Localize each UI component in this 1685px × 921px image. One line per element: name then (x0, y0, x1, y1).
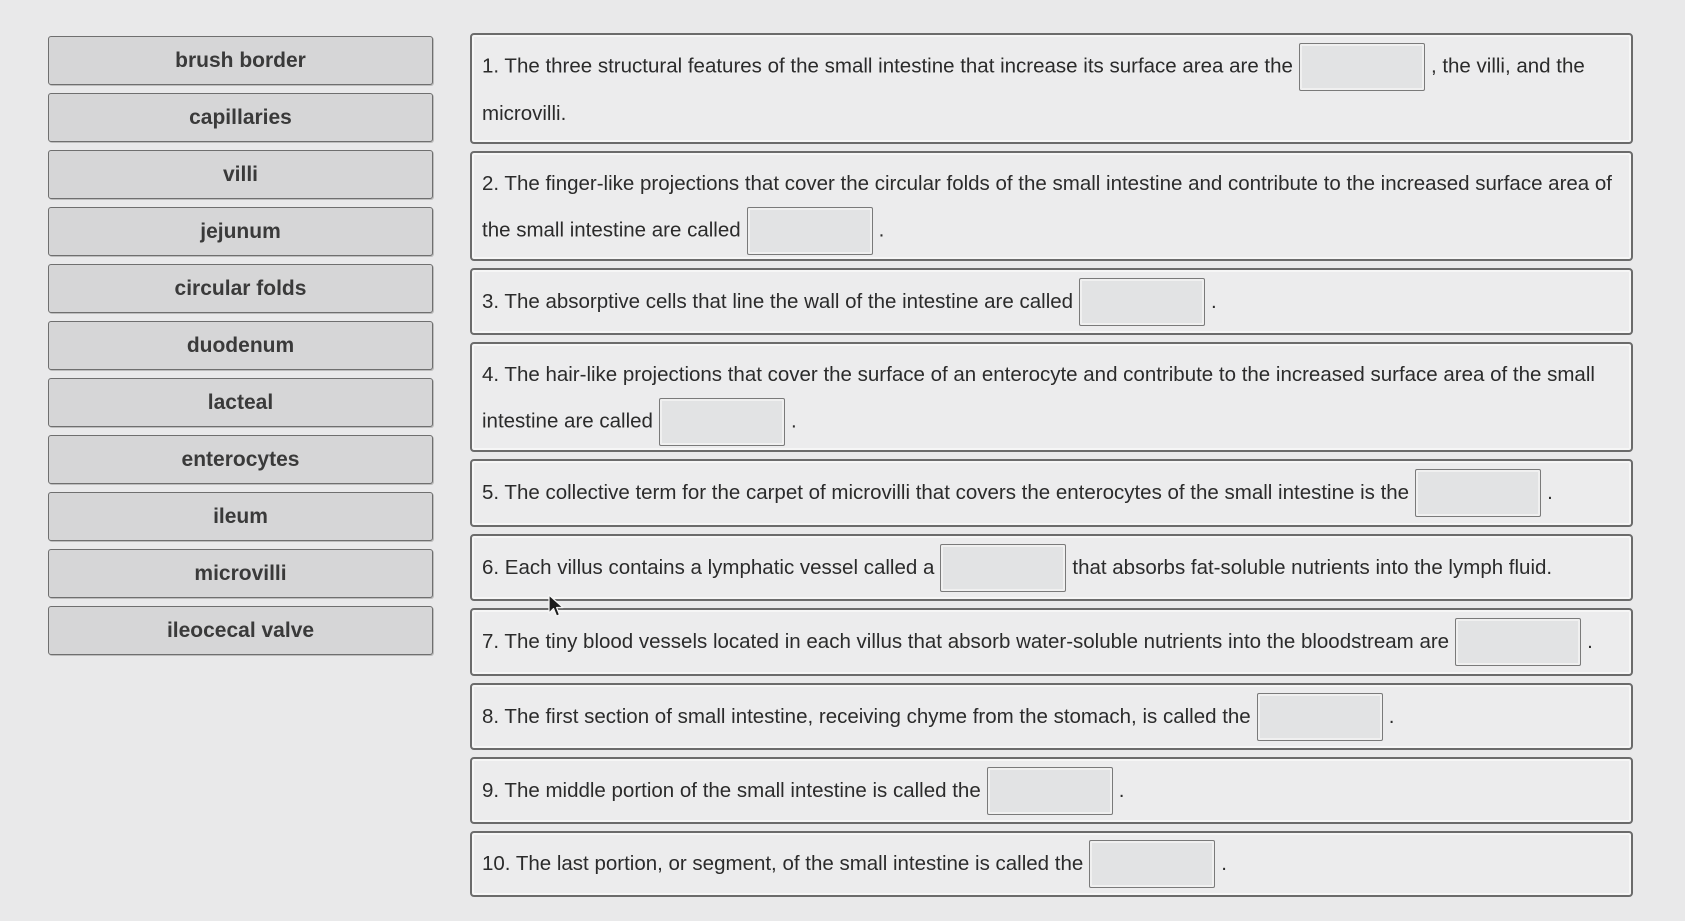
question-text: . (1211, 289, 1217, 313)
question-text: 6. Each villus contains a lymphatic vessel called a (482, 555, 935, 579)
word-tile-villi[interactable]: villi (48, 150, 433, 199)
question-8 (470, 683, 1633, 750)
question-text: . (878, 218, 885, 242)
question-text: 3. The absorptive cells that line the wall of the intestine are called (482, 289, 1074, 313)
question-1 (470, 33, 1633, 144)
word-tile-circular-folds[interactable]: circular folds (48, 264, 433, 313)
question-text: . (790, 409, 797, 433)
question-text: 2. The finger-like projections that cover the circular folds of the small intestine and contribute to the increased surface area of the small intestine are called (482, 172, 1613, 242)
answer-drop-zone-2[interactable] (747, 207, 873, 255)
word-tile-lacteal[interactable]: lacteal (48, 378, 433, 427)
answer-drop-zone-1[interactable] (1299, 43, 1425, 91)
word-tile-brush-border[interactable]: brush border (48, 36, 433, 85)
answer-drop-zone-7[interactable] (1455, 618, 1581, 666)
question-text: 4. The hair-like projections that cover the surface of an enterocyte and contribute to the increased surface area of the small intestine are called (482, 363, 1595, 433)
answer-drop-zone-9[interactable] (987, 767, 1113, 815)
question-text: . (1118, 778, 1125, 802)
question-text: , the villi, and the microvilli. (482, 54, 1585, 125)
question-text: . (1388, 704, 1395, 728)
question-2 (470, 151, 1633, 261)
question-text: 8. The first section of small intestine, receiving chyme from the stomach, is called the (482, 704, 1251, 728)
question-5 (470, 459, 1633, 527)
answer-drop-zone-3[interactable] (1079, 278, 1205, 326)
word-tile-jejunum[interactable]: jejunum (48, 207, 433, 256)
word-tile-capillaries[interactable]: capillaries (48, 93, 433, 142)
word-tile-ileocecal-valve[interactable]: ileocecal valve (48, 606, 433, 655)
question-3 (470, 268, 1633, 335)
question-text: . (1221, 852, 1227, 875)
question-text: 7. The tiny blood vessels located in each villus that absorb water-soluble nutrients into the bloodstream are (482, 630, 1450, 653)
mouse-pointer-icon (548, 594, 566, 618)
question-text: 1. The three structural features of the small intestine that increase its surface area are the (482, 54, 1293, 78)
word-tile-enterocytes[interactable]: enterocytes (48, 435, 433, 484)
word-bank (48, 36, 433, 663)
answer-drop-zone-8[interactable] (1257, 693, 1383, 741)
word-tile-duodenum[interactable]: duodenum (48, 321, 433, 370)
word-tile-microvilli[interactable]: microvilli (48, 549, 433, 598)
question-4 (470, 342, 1633, 452)
question-9 (470, 757, 1633, 824)
answer-drop-zone-5[interactable] (1415, 469, 1541, 517)
question-7 (470, 608, 1633, 676)
question-text: 10. The last portion, or segment, of the small intestine is called the (482, 852, 1084, 875)
question-list (470, 33, 1633, 904)
question-text: . (1587, 630, 1593, 653)
answer-drop-zone-6[interactable] (940, 544, 1066, 592)
question-text: 5. The collective term for the carpet of microvilli that covers the enterocytes of the small intestine is the (482, 481, 1410, 504)
word-tile-ileum[interactable]: ileum (48, 492, 433, 541)
answer-drop-zone-10[interactable] (1089, 840, 1215, 888)
question-6 (470, 534, 1633, 601)
question-text: that absorbs fat-soluble nutrients into the lymph fluid. (1072, 555, 1553, 579)
question-text: . (1547, 481, 1553, 504)
question-10 (470, 831, 1633, 897)
question-text: 9. The middle portion of the small intestine is called the (482, 778, 981, 802)
answer-drop-zone-4[interactable] (659, 398, 785, 446)
